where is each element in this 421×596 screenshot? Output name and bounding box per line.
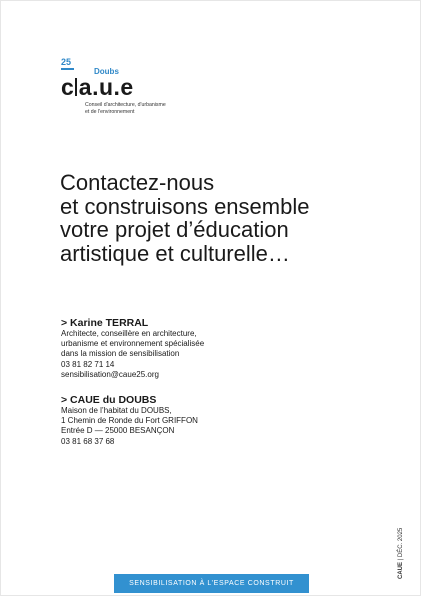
contact-email-link[interactable]: sensibilisation@caue25.org	[61, 369, 159, 379]
contact-role-line: Architecte, conseillère en architecture,	[61, 329, 197, 338]
footer-banner: SENSIBILISATION À L’ESPACE CONSTRUIT	[114, 574, 309, 593]
logo-subtitle	[85, 102, 166, 115]
side-label-date: | DÉC. 2025	[398, 527, 404, 561]
logo-subtitle-line: et de l'environnement	[85, 108, 135, 115]
contact-block-karine-terral	[61, 317, 204, 380]
contact-address-line: 1 Chemin de Ronde du Fort GRIFFON	[61, 416, 198, 426]
heading-line: Contactez-nous	[60, 170, 215, 195]
contact-name: > CAUE du DOUBS	[61, 394, 157, 406]
logo-wordmark-right: a.u.e	[78, 74, 134, 100]
logo-department-name: Doubs	[94, 67, 119, 76]
contact-role-line: dans la mission de sensibilisation	[61, 349, 180, 359]
contact-name: > Karine TERRAL	[61, 317, 149, 329]
contact-role-line: urbanisme et environnement spécialisée	[61, 339, 205, 349]
heading-line: votre projet d’éducation	[60, 217, 289, 242]
logo-number-underline	[61, 68, 74, 70]
logo-separator-bar	[75, 78, 77, 96]
contact-address-line: Entrée D — 25000 BESANÇON	[61, 426, 175, 436]
logo-department-number: 25	[61, 57, 72, 67]
contact-address-line: Maison de l’habitat du DOUBS,	[61, 406, 172, 415]
heading-line: artistique et culturelle…	[60, 240, 290, 266]
caue-logo	[61, 57, 201, 127]
page-heading	[60, 171, 380, 265]
heading-line: et construisons ensemble	[60, 193, 310, 219]
logo-wordmark	[61, 75, 134, 99]
contact-phone: 03 81 82 71 14	[61, 359, 115, 369]
contact-block-caue-doubs	[61, 394, 198, 447]
contact-phone: 03 81 68 37 68	[61, 436, 115, 446]
logo-subtitle-line: Conseil d'architecture, d'urbanisme	[85, 102, 166, 108]
side-label-brand: CAUE	[398, 561, 404, 579]
side-date-label	[398, 528, 404, 579]
logo-wordmark-left: c	[61, 74, 75, 100]
